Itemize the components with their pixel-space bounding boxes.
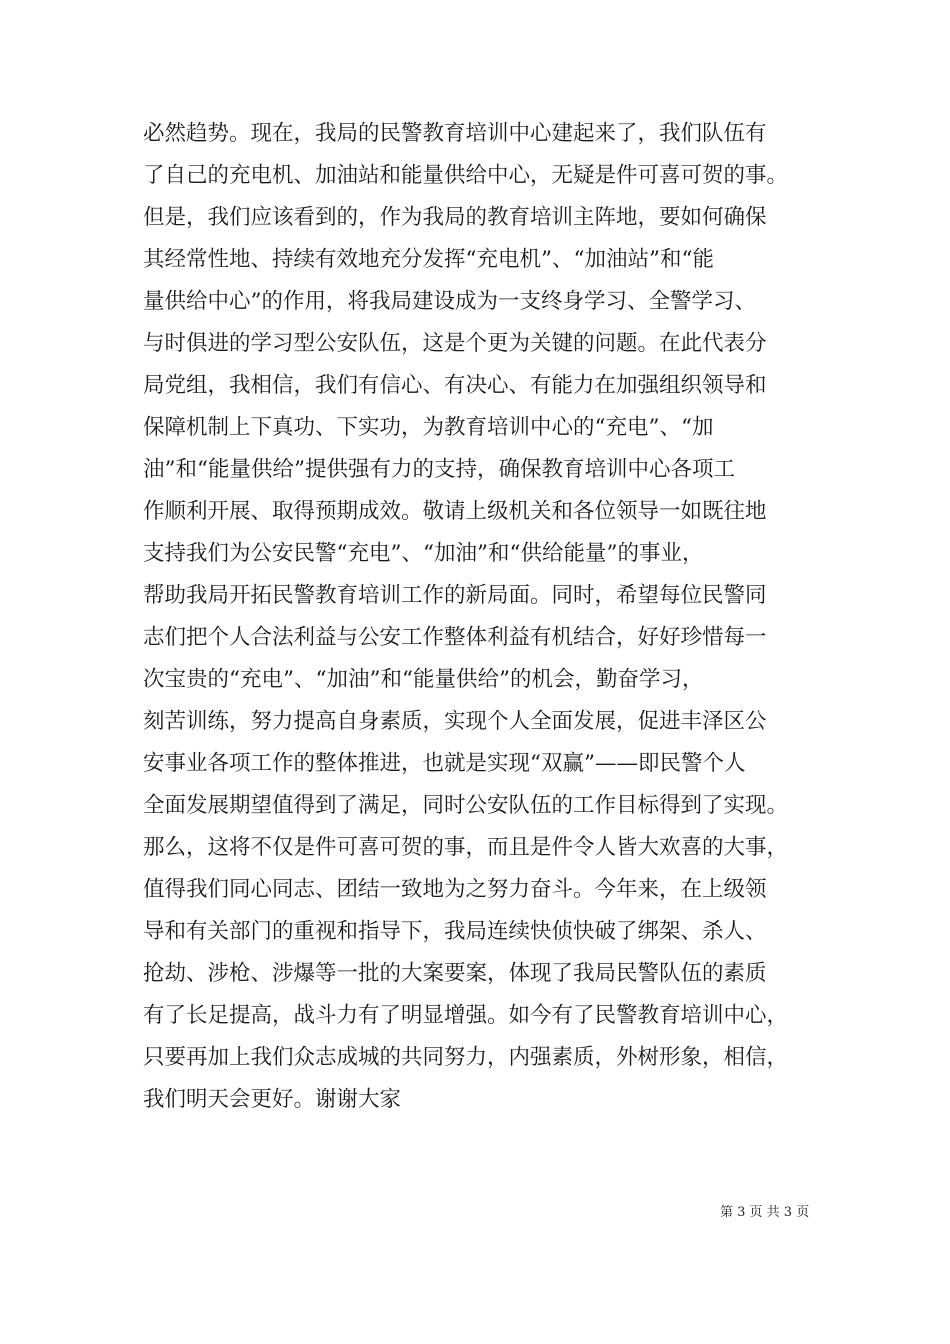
body-text <box>143 113 823 1121</box>
text-line: 保障机制上下真功、下实功，为教育培训中心的“充电”、“加 <box>143 415 714 440</box>
page-number-footer: 第 3 页 共 3 页 <box>720 1205 810 1220</box>
text-line: 局党组，我相信，我们有信心、有决心、有能力在加强组织领导和 <box>143 373 767 398</box>
text-line: 必然趋势。现在，我局的民警教育培训中心建起来了，我们队伍有 <box>143 121 767 146</box>
text-line: 量供给中心”的作用，将我局建设成为一支终身学习、全警学习、 <box>143 289 756 314</box>
text-line: 油”和“能量供给”提供强有力的支持，确保教育培训中心各项工 <box>143 457 735 482</box>
text-line: 抢劫、涉枪、涉爆等一批的大案要案，体现了我局民警队伍的素质 <box>143 961 767 986</box>
text-line: 帮助我局开拓民警教育培训工作的新局面。同时，希望每位民警同 <box>143 583 767 608</box>
text-line: 其经常性地、持续有效地充分发挥“充电机”、“加油站”和“能 <box>143 247 714 272</box>
text-line: 值得我们同心同志、团结一致地为之努力奋斗。今年来，在上级领 <box>143 877 767 902</box>
text-line: 志们把个人合法利益与公安工作整体利益有机结合，好好珍惜每一 <box>143 625 767 650</box>
text-line: 刻苦训练，努力提高自身素质，实现个人全面发展，促进丰泽区公 <box>143 709 767 734</box>
text-line: 了自己的充电机、加油站和能量供给中心，无疑是件可喜可贺的事。 <box>143 163 789 188</box>
text-line: 次宝贵的“充电”、“加油”和“能量供给”的机会，勤奋学习， <box>143 667 704 692</box>
text-line: 只要再加上我们众志成城的共同努力，内强素质，外树形象，相信， <box>143 1045 789 1070</box>
text-line: 支持我们为公安民警“充电”、“加油”和“供给能量”的事业， <box>143 541 704 566</box>
text-line: 作顺利开展、取得预期成效。敬请上级机关和各位领导一如既往地 <box>143 499 767 524</box>
text-line: 导和有关部门的重视和指导下，我局连续快侦快破了绑架、杀人、 <box>143 919 767 944</box>
text-line: 我们明天会更好。谢谢大家 <box>143 1087 402 1112</box>
text-line: 与时俱进的学习型公安队伍，这是个更为关键的问题。在此代表分 <box>143 331 767 356</box>
text-line: 全面发展期望值得到了满足，同时公安队伍的工作目标得到了实现。 <box>143 793 789 818</box>
text-line: 那么，这将不仅是件可喜可贺的事，而且是件令人皆大欢喜的大事， <box>143 835 789 860</box>
text-line: 有了长足提高，战斗力有了明显增强。如今有了民警教育培训中心， <box>143 1003 789 1028</box>
text-line: 但是，我们应该看到的，作为我局的教育培训主阵地，要如何确保 <box>143 205 767 230</box>
text-line: 安事业各项工作的整体推进，也就是实现“双赢”——即民警个人 <box>143 751 746 776</box>
